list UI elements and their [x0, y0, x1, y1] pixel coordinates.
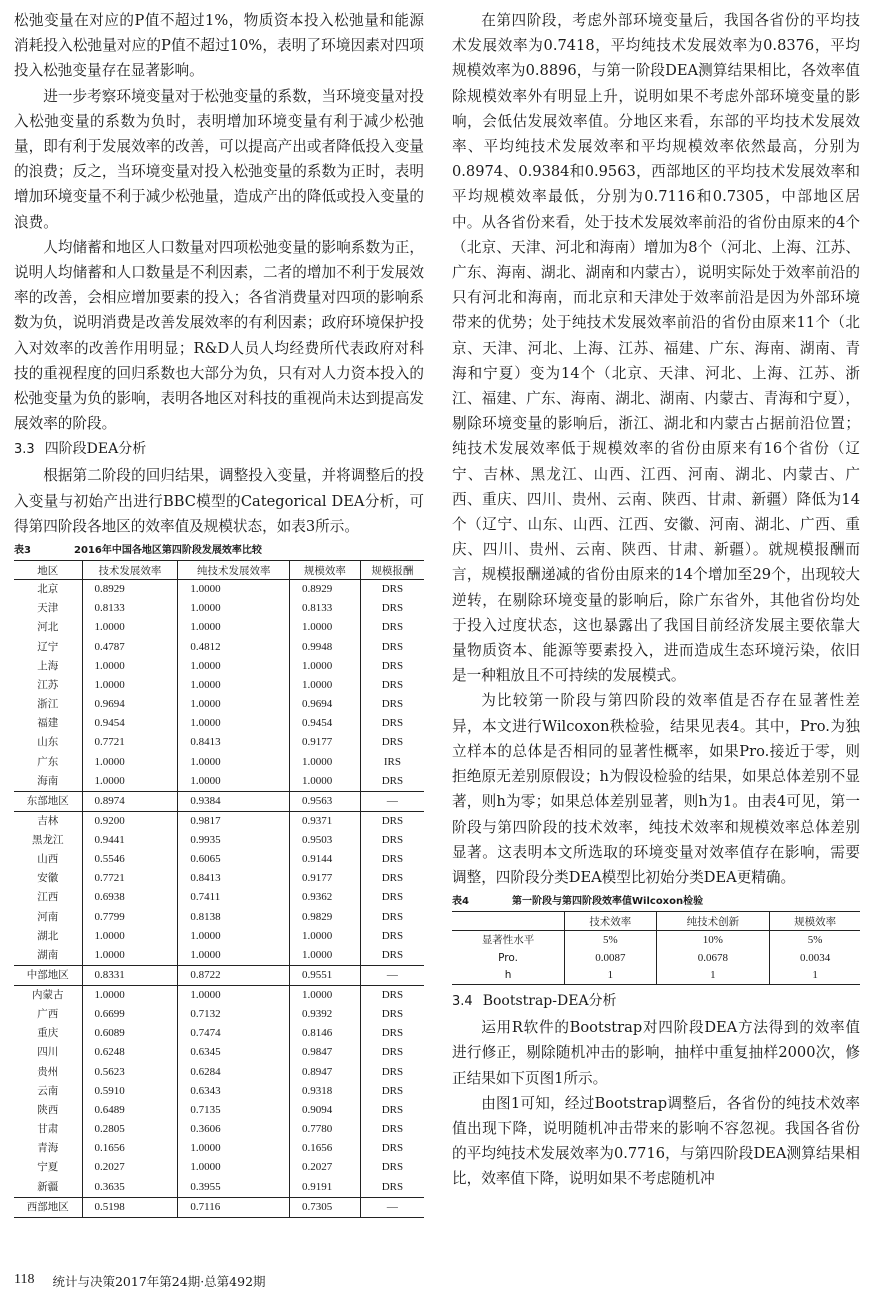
table-cell: 0.6343 — [178, 1082, 290, 1101]
table-cell: 1.0000 — [178, 927, 290, 946]
table-cell: 0.0087 — [565, 949, 656, 967]
table-cell: 0.9829 — [290, 908, 361, 927]
table-cell: 0.7305 — [290, 1197, 361, 1217]
table-cell: 0.6089 — [82, 1024, 178, 1043]
table-row — [14, 1178, 424, 1198]
table-cell: 天津 — [37, 602, 59, 615]
table-cell: 1.0000 — [178, 580, 290, 600]
table-cell: 山东 — [37, 736, 59, 749]
table-cell: 内蒙古 — [32, 988, 64, 1001]
table-cell: 1.0000 — [290, 618, 361, 637]
table-cell: 0.9935 — [178, 831, 290, 850]
paragraph: 人均储蓄和地区人口数量对四项松弛变量的影响系数为正，说明人均储蓄和人口数量是不利因素，二者的增加不利于发展效率的改善，会相应增加要素的投入；各省消费量对四项的影响系数为负，说明消费是改善发展效率的有利因素；政府环境保护投入对效率的改善作用明显；R&D人员人均经费所代表政府对科技的重视程度的回归系数也大部分为负，只有对人力资本投入的松弛变量为负的影响，表明各地区对科技的重视尚未达到提高发展效率的阶段。 — [14, 238, 424, 433]
table-cell: DRS — [360, 618, 424, 637]
table-title: 第一阶段与第四阶段效率值Wilcoxon检验 — [512, 896, 704, 908]
table-cell: 江西 — [37, 891, 59, 904]
table-cell: 0.1656 — [82, 1139, 178, 1158]
table-cell: 浙江 — [37, 698, 59, 711]
table-cell: 新疆 — [37, 1180, 59, 1193]
table-row — [14, 831, 424, 850]
table-cell: 0.9503 — [290, 831, 361, 850]
table-cell: 0.9362 — [290, 888, 361, 907]
table-cell: 0.5623 — [82, 1062, 178, 1081]
table-cell: — — [360, 791, 424, 811]
efficiency-table — [14, 560, 424, 1218]
table-cell: DRS — [360, 946, 424, 966]
paragraph: 为比较第一阶段与第四阶段的效率值是否存在显著性差异，本文进行Wilcoxon秩检验，结果见表4。其中，Pro.为独立样本的总体是否相同的显著性概率，如果Pro.接近于零，则拒绝原无差别原假设；h为假设检验的结果，如果总体差别不显著，则h为零；如果总体差别显著，则h为1。由表4可见，第一阶段与第四阶段的技术效率，纯技术效率和规模效率总体差别显著。这表明本文所选取的环境变量对效率值存在影响，需要调整，四阶段分类DEA模型比初始分类DEA更精确。 — [452, 692, 860, 886]
table-cell: 0.8133 — [82, 599, 178, 618]
table-label: 表4 — [452, 896, 469, 908]
table-cell: DRS — [360, 714, 424, 733]
table-cell: 0.0034 — [770, 949, 860, 967]
table-cell: 贵州 — [37, 1065, 59, 1078]
table-cell: 海南 — [37, 774, 59, 787]
table-cell: 0.9384 — [178, 791, 290, 811]
section-number: 3.3 — [14, 442, 35, 458]
table-row — [14, 1043, 424, 1062]
table-cell: 四川 — [37, 1046, 59, 1059]
table-cell: 1.0000 — [290, 946, 361, 966]
table-header-cell: 规模效率 — [290, 561, 361, 580]
table-cell: 1.0000 — [82, 772, 178, 792]
table-cell: 0.9563 — [290, 791, 361, 811]
table-cell: 山西 — [37, 853, 59, 866]
paragraph: 松弛变量在对应的P值不超过1%，物质资本投入松弛量和能源消耗投入松弛量对应的P值不超过10%，表明了环境因素对四项投入松弛变量存在显著影响。 — [14, 12, 424, 80]
table-cell: 1.0000 — [290, 985, 361, 1005]
table-row — [14, 580, 424, 600]
table-row — [14, 1101, 424, 1120]
table-cell: 中部地区 — [14, 965, 82, 985]
table-cell: 湖南 — [37, 948, 59, 961]
table-row — [14, 753, 424, 772]
table-title: 2016年中国各地区第四阶段发展效率比较 — [74, 545, 262, 557]
table-cell: 0.5546 — [82, 850, 178, 869]
table-cell: 1.0000 — [178, 657, 290, 676]
table-row — [14, 1158, 424, 1177]
table-cell: 0.9392 — [290, 1005, 361, 1024]
table-cell: 0.3606 — [178, 1120, 290, 1139]
table-row — [14, 908, 424, 927]
table-row — [14, 965, 424, 985]
table-row — [452, 931, 860, 949]
table-row — [14, 657, 424, 676]
table-cell: 0.9200 — [82, 811, 178, 831]
table-row — [14, 888, 424, 907]
table-row — [14, 676, 424, 695]
table-cell: 10% — [656, 931, 770, 949]
table-cell: 青海 — [37, 1142, 59, 1155]
table-row — [14, 618, 424, 637]
table-cell: 陕西 — [37, 1103, 59, 1116]
table-cell: 0.7799 — [82, 908, 178, 927]
table-cell: 0.8138 — [178, 908, 290, 927]
table-cell: 1 — [770, 967, 860, 985]
table-cell: 甘肃 — [37, 1123, 59, 1136]
table-header-cell: 规模效率 — [770, 912, 860, 931]
journal-info: 统计与决策2017年第24期·总第492期 — [52, 1274, 266, 1289]
table-cell: 1.0000 — [178, 599, 290, 618]
table-cell: 广西 — [37, 1007, 59, 1020]
table-cell: 0.8947 — [290, 1062, 361, 1081]
table-cell: 1.0000 — [178, 676, 290, 695]
table-cell: 0.9817 — [178, 811, 290, 831]
table-cell: 1.0000 — [178, 753, 290, 772]
table-cell: DRS — [360, 1101, 424, 1120]
table-cell: — — [360, 1197, 424, 1217]
table-cell: 1 — [656, 967, 770, 985]
table-cell: 重庆 — [37, 1027, 59, 1040]
table-label: 表3 — [14, 545, 31, 557]
table-row — [14, 985, 424, 1005]
table-cell: 0.8929 — [290, 580, 361, 600]
table-cell: 河南 — [37, 910, 59, 923]
table-cell: 0.7780 — [290, 1120, 361, 1139]
table-row — [452, 949, 860, 967]
table-cell: DRS — [360, 1082, 424, 1101]
page-footer — [14, 1272, 266, 1290]
table-cell: 1.0000 — [82, 676, 178, 695]
table-cell: 0.9694 — [82, 695, 178, 714]
table-row — [452, 967, 860, 985]
table-cell: 1.0000 — [178, 985, 290, 1005]
table-cell: 1.0000 — [82, 946, 178, 966]
table-cell: 福建 — [37, 717, 59, 730]
table-cell: 0.6699 — [82, 1005, 178, 1024]
table-cell: 1.0000 — [178, 618, 290, 637]
table-cell: 0.9441 — [82, 831, 178, 850]
section-heading — [452, 989, 860, 1014]
table-cell: 0.3955 — [178, 1178, 290, 1198]
table-cell: 0.7721 — [82, 869, 178, 888]
wilcoxon-table — [452, 911, 860, 985]
table-cell: 1.0000 — [178, 1158, 290, 1177]
table-cell: DRS — [360, 1024, 424, 1043]
table-cell: 0.8974 — [82, 791, 178, 811]
table-row — [14, 927, 424, 946]
table-cell: 江苏 — [37, 678, 59, 691]
table-cell: 1.0000 — [290, 772, 361, 792]
table-cell: 吉林 — [37, 814, 59, 827]
table-cell: 0.7135 — [178, 1101, 290, 1120]
table-row — [14, 1082, 424, 1101]
table-cell: DRS — [360, 811, 424, 831]
table-cell: 1.0000 — [178, 772, 290, 792]
table-cell: DRS — [360, 1178, 424, 1198]
paragraph: 由图1可知，经过Bootstrap调整后，各省份的纯技术效率值出现下降，说明随机冲击带来的影响不容忽视。我国各省份的平均纯技术发展效率为0.7716，与第四阶段DEA测算结果相比，效率值下降，说明如果不考虑随机冲 — [452, 1094, 860, 1188]
table-cell: 东部地区 — [14, 791, 82, 811]
table-cell: DRS — [360, 1120, 424, 1139]
table-cell: 1.0000 — [82, 927, 178, 946]
table-cell: 0.9454 — [82, 714, 178, 733]
table-cell: DRS — [360, 1139, 424, 1158]
table-cell: 5% — [770, 931, 860, 949]
table-cell: DRS — [360, 1005, 424, 1024]
table-cell: DRS — [360, 733, 424, 752]
table-cell: 西部地区 — [14, 1197, 82, 1217]
table-caption — [14, 543, 424, 558]
table-cell: 0.9318 — [290, 1082, 361, 1101]
table-cell: 0.6938 — [82, 888, 178, 907]
table-cell: 0.7116 — [178, 1197, 290, 1217]
table-cell: 0.9094 — [290, 1101, 361, 1120]
table-cell: 1.0000 — [178, 1139, 290, 1158]
table-row — [14, 811, 424, 831]
table-cell: 0.9371 — [290, 811, 361, 831]
table-cell: 0.7132 — [178, 1005, 290, 1024]
table-cell: 0.6345 — [178, 1043, 290, 1062]
table-header-cell: 地区 — [14, 561, 82, 580]
section-title: 四阶段DEA分析 — [44, 441, 147, 458]
table-cell: 0.6489 — [82, 1101, 178, 1120]
table-cell: 安徽 — [37, 872, 59, 885]
section-number: 3.4 — [452, 994, 473, 1010]
table-cell: 1.0000 — [82, 985, 178, 1005]
table-cell: DRS — [360, 1158, 424, 1177]
table-cell: 0.4787 — [82, 637, 178, 656]
table-row — [14, 850, 424, 869]
table-cell: 1.0000 — [82, 753, 178, 772]
table-cell: 0.8133 — [290, 599, 361, 618]
table-cell: 1 — [565, 967, 656, 985]
table-cell: Pro. — [498, 951, 518, 964]
paragraph: 进一步考察环境变量对于松弛变量的系数，当环境变量对投入松弛变量的系数为负时，表明增加环境变量有利于减少松弛量，即有利于发展效率的改善，可以提高产出或者降低投入变量的浪费；反之，当环境变量对投入松弛变量的系数为正时，表明增加环境变量不利于减少松弛量，造成产出的降低或投入变量的浪费。 — [14, 87, 424, 231]
table-cell: DRS — [360, 908, 424, 927]
table-cell: 0.9694 — [290, 695, 361, 714]
table-cell: DRS — [360, 869, 424, 888]
table-row — [14, 791, 424, 811]
table-row — [14, 637, 424, 656]
table-row — [14, 1120, 424, 1139]
table-cell: 宁夏 — [37, 1161, 59, 1174]
table-row — [14, 869, 424, 888]
table-cell: 1.0000 — [290, 927, 361, 946]
table-header-cell: 技术发展效率 — [82, 561, 178, 580]
table-cell: DRS — [360, 985, 424, 1005]
table-cell: DRS — [360, 831, 424, 850]
table-cell: DRS — [360, 1062, 424, 1081]
table-header-cell: 纯技术发展效率 — [178, 561, 290, 580]
table-row — [14, 733, 424, 752]
table-row — [14, 772, 424, 792]
table-cell: DRS — [360, 657, 424, 676]
table-cell: 0.6065 — [178, 850, 290, 869]
paragraph: 运用R软件的Bootstrap对四阶段DEA方法得到的效率值进行修正，剔除随机冲击的影响，抽样中重复抽样2000次，修正结果如下页图1所示。 — [452, 1019, 860, 1087]
table-cell: DRS — [360, 695, 424, 714]
table-cell: 0.7411 — [178, 888, 290, 907]
table-caption — [452, 894, 860, 909]
table-header-cell: 技术效率 — [565, 912, 656, 931]
table-cell: 1.0000 — [290, 657, 361, 676]
table-row — [14, 1062, 424, 1081]
section-title: Bootstrap-DEA分析 — [482, 993, 617, 1010]
table-cell: 辽宁 — [37, 640, 59, 653]
table-cell: DRS — [360, 599, 424, 618]
table-row — [14, 599, 424, 618]
right-column — [452, 8, 860, 1192]
table-cell: 湖北 — [37, 929, 59, 942]
table-cell: 显著性水平 — [481, 934, 535, 947]
table-cell: 上海 — [37, 659, 59, 672]
table-cell: 0.7721 — [82, 733, 178, 752]
table-row — [14, 1197, 424, 1217]
table-cell: 0.2027 — [290, 1158, 361, 1177]
table-row — [14, 1139, 424, 1158]
table-row — [14, 946, 424, 966]
table-cell: 1.0000 — [178, 714, 290, 733]
table-cell: IRS — [360, 753, 424, 772]
table-cell: 0.8413 — [178, 733, 290, 752]
table-cell: DRS — [360, 927, 424, 946]
table-cell: 0.8331 — [82, 965, 178, 985]
table-row — [14, 1005, 424, 1024]
table-cell: 河北 — [37, 621, 59, 634]
page-number: 118 — [14, 1272, 35, 1287]
table-cell: 0.3635 — [82, 1178, 178, 1198]
table-cell: 0.9144 — [290, 850, 361, 869]
table-cell: 云南 — [37, 1084, 59, 1097]
paragraph: 在第四阶段，考虑外部环境变量后，我国各省份的平均技术发展效率为0.7418，平均纯技术发展效率为0.8376，平均规模效率为0.8896，与第一阶段DEA测算结果相比，各效率值除规模效率外有明显上升，说明如果不考虑外部环境变量的影响，会低估发展效率值。分地区来看，东部的平均技术发展效率、平均纯技术发展效率和平均规模效率依然最高，分别为0.8974、0.9384和0.9563，西部地区的平均技术发展效率和平均规模效率最低，分别为0.7116和0.7305，中部地区居中。从各省份来看，处于技术发展效率前沿的省份由原来的4个（北京、天津、河北和海南）增加为8个（河北、上海、江苏、广东、海南、湖北、湖南和内蒙古），说明实际处于效率前沿的只有河北和海南，而北京和天津处于效率前沿是因为外部环境带来的优势；处于纯技术发展效率前沿的省份由原来11个（北京、天津、河北、上海、江苏、福建、广东、海南、湖南、青海和宁夏）变为14个（北京、天津、河北、上海、江苏、浙江、福建、广东、海南、湖北、湖南、内蒙古、青海和宁夏），剔除环境变量的影响后，浙江、湖北和内蒙古占据前沿位置；纯技术发展效率低于规模效率的省份由原来有16个省份（辽宁、吉林、黑龙江、山西、江西、河南、湖北、内蒙古、广西、重庆、四川、贵州、云南、陕西、甘肃、新疆）降低为14个（辽宁、山东、山西、江西、安徽、河南、湖北、广西、重庆、四川、贵州、云南、陕西、甘肃、新疆）。就规模报酬而言，规模报酬递减的省份由原来的14个增加至29个，出现较大逆转，在剔除环境变量的影响后，除广东省外，其他省份均处于投入过度状态，这也暴露出了我国目前经济发展主要依靠大量物质资本、能源等要素投入，进而造成生态环境污染，依旧是一种粗放且不可持续的发展模式。 — [452, 12, 860, 685]
table-cell: 0.0678 — [656, 949, 770, 967]
table-cell: DRS — [360, 850, 424, 869]
table-cell: 1.0000 — [178, 946, 290, 966]
section-heading — [14, 437, 424, 462]
table-cell: 1.0000 — [290, 753, 361, 772]
table-cell: 0.9454 — [290, 714, 361, 733]
table-cell: DRS — [360, 637, 424, 656]
table-cell: 1.0000 — [82, 618, 178, 637]
table-cell: 0.1656 — [290, 1139, 361, 1158]
table-row — [14, 714, 424, 733]
table-cell: 0.6284 — [178, 1062, 290, 1081]
table-cell: DRS — [360, 772, 424, 792]
table-cell: 0.9551 — [290, 965, 361, 985]
table-cell: 0.5198 — [82, 1197, 178, 1217]
table-header-cell: 规模报酬 — [360, 561, 424, 580]
table-cell: 1.0000 — [82, 657, 178, 676]
table-cell: 0.8722 — [178, 965, 290, 985]
table-cell: 广东 — [37, 755, 59, 768]
table-cell: DRS — [360, 580, 424, 600]
table-cell: 0.8413 — [178, 869, 290, 888]
table-header-cell: 纯技术创新 — [656, 912, 770, 931]
table-cell: 0.8929 — [82, 580, 178, 600]
table-cell: 0.9948 — [290, 637, 361, 656]
table-cell: DRS — [360, 1043, 424, 1062]
table-cell: — — [360, 965, 424, 985]
table-cell: 0.2805 — [82, 1120, 178, 1139]
table-cell: 北京 — [37, 583, 59, 596]
table-cell: 0.7474 — [178, 1024, 290, 1043]
table-header-cell — [452, 912, 565, 931]
table-cell: 0.9191 — [290, 1178, 361, 1198]
table-cell: 0.9177 — [290, 869, 361, 888]
paragraph: 根据第二阶段的回归结果，调整投入变量，并将调整后的投入变量与初始产出进行BBC模型的Categorical DEA分析，可得第四阶段各地区的效率值及规模状态，如表3所示。 — [14, 467, 424, 535]
table-cell: 0.8146 — [290, 1024, 361, 1043]
table-cell: 0.4812 — [178, 637, 290, 656]
table-cell: 1.0000 — [290, 676, 361, 695]
table-cell: 0.9177 — [290, 733, 361, 752]
table-cell: 0.2027 — [82, 1158, 178, 1177]
table-cell: 5% — [565, 931, 656, 949]
table-cell: 黑龙江 — [32, 833, 64, 846]
table-cell: DRS — [360, 888, 424, 907]
table-cell: 0.5910 — [82, 1082, 178, 1101]
table-cell: h — [452, 967, 565, 985]
left-column — [14, 8, 424, 1218]
table-cell: 0.6248 — [82, 1043, 178, 1062]
table-row — [14, 1024, 424, 1043]
table-row — [14, 695, 424, 714]
table-cell: DRS — [360, 676, 424, 695]
table-cell: 1.0000 — [178, 695, 290, 714]
table-cell: 0.9847 — [290, 1043, 361, 1062]
